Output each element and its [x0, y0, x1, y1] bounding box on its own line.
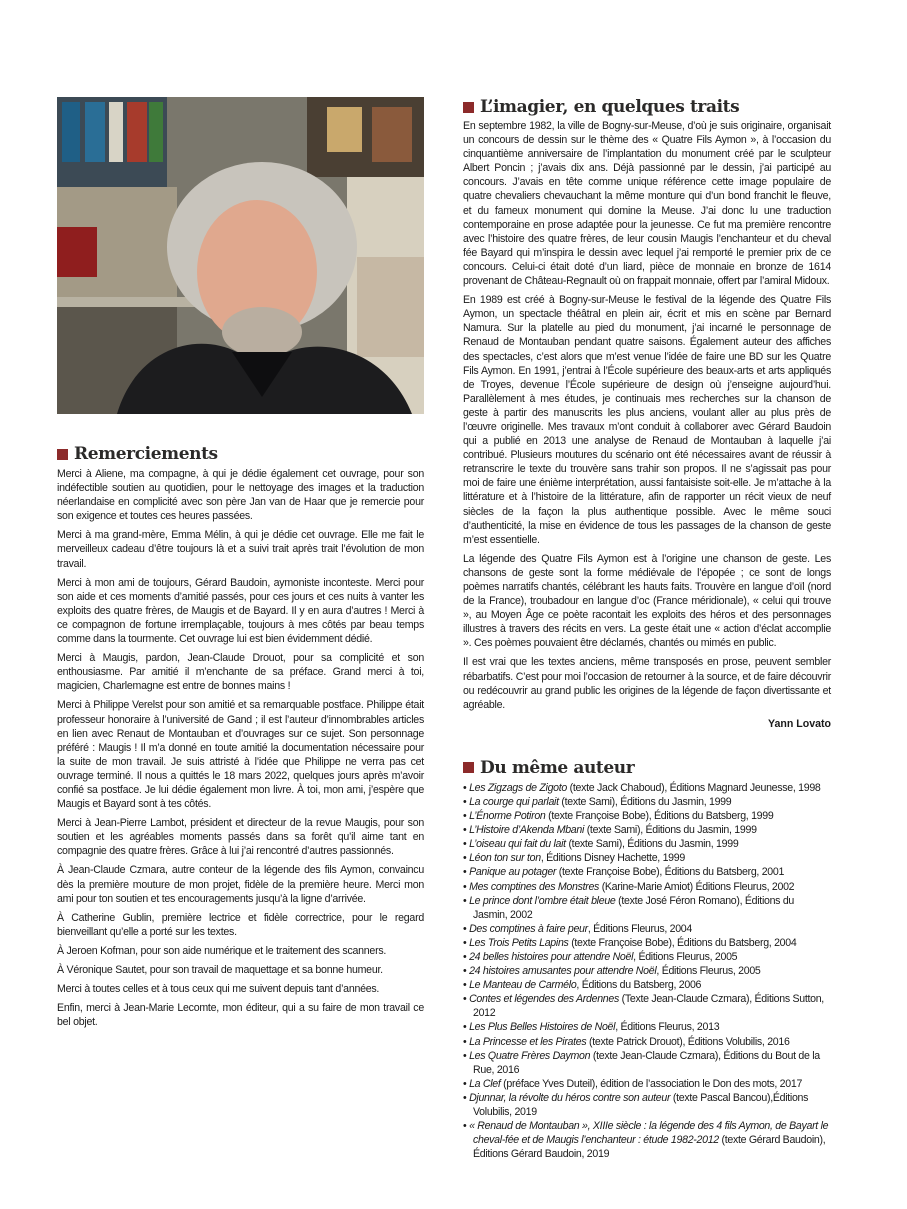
book-details: (Texte Jean-Claude Czmara), Éditions Sutton, 2012	[473, 993, 824, 1020]
bibliography-item	[463, 795, 831, 809]
bibliography-item	[463, 1035, 831, 1049]
book-title: Léon ton sur ton	[469, 852, 541, 865]
imagier-title: L’imagier, en quelques traits	[480, 97, 740, 117]
heading-square-icon	[463, 102, 474, 113]
paragraph: Merci à toutes celles et à tous ceux qui me suivent depuis tant d’années.	[57, 983, 380, 996]
book-title: Les Trois Petits Lapins	[469, 936, 569, 949]
book-details: (texte Jean-Claude Czmara), Éditions du Bout de la Rue, 2016	[473, 1049, 820, 1076]
book-details: , Éditions Disney Hachette, 1999	[540, 852, 685, 865]
bibliography-item	[463, 781, 831, 795]
bibliography-item	[463, 894, 831, 922]
right-column	[463, 97, 831, 1161]
book-title: Panique au potager	[469, 866, 557, 879]
paragraph: À Jean-Claude Czmara, autre conteur de la légende des fils Aymon, convaincu dès la première mouture de mon projet, fidèle de la première heure. Merci mon ami pour ton soutien et tes encouragements jusqu’à la ligne d’arrivée.	[57, 864, 424, 905]
paragraph: La légende des Quatre Fils Aymon est à l’origine une chanson de geste. Les chansons de geste sont la forme médiévale de l’épopée ; ce sont de longs poèmes narratifs chantés, célébrant les hauts faits. Trouvère en langue d’oïl (nord de la France), troubadour en langue d’oc (France méridionale), « celui qui trouve », au Moyen Âge ce poète racontait les exploits des héros et des personnages illustres à travers des récits en vers. La geste était une « action d’éclat accomplie ». Ces poèmes pouvaient être déclamés, chantés ou mimés en public.	[463, 552, 831, 650]
book-title: Des comptines à faire peur	[469, 922, 588, 935]
book-details: (texte Françoise Bobe), Éditions du Batsberg, 2001	[556, 866, 785, 879]
imagier-heading	[463, 97, 831, 117]
book-details: (texte Françoise Bobe), Éditions du Batsberg, 1999	[545, 810, 774, 823]
bibliography-item	[463, 1119, 831, 1161]
book-title: « Renaud de Montauban », XIIIe siècle : la légende des 4 fils Aymon, de Bayart le cheval-fée et de Maugis l’enchanteur : étude 1982-2012	[469, 1120, 829, 1147]
bibliography-item	[463, 865, 831, 879]
book-details: (texte Sami), Éditions du Jasmin, 1999	[584, 824, 757, 837]
bibliography-item	[463, 880, 831, 894]
author-portrait-image	[57, 97, 424, 414]
paragraph: Merci à mon ami de toujours, Gérard Baudoin, aymoniste inconteste. Merci pour son aide et ces moments d’amitié passés, pour ces jours et ces nuits à vanter les exploits des quatre frères, de Maugis et de Bayard. Il y en aura d’autres ! Merci à ce compagnon de fortune irremplaçable, toujours à mes côtés par beau temps comme dans la tourmente. Cet ouvrage lui est bien évidemment dédié.	[57, 576, 424, 646]
left-column	[57, 97, 424, 1034]
book-title: Contes et légendes des Ardennes	[469, 993, 619, 1006]
book-details: (texte Pascal Bancou),Éditions Volubilis, 2019	[473, 1091, 809, 1118]
remerciements-body	[57, 467, 424, 1029]
book-details: , Éditions Fleurus, 2005	[656, 965, 761, 978]
bibliography-item	[463, 936, 831, 950]
book-title: Le prince dont l’ombre était bleue	[469, 894, 616, 907]
bibliography-item	[463, 978, 831, 992]
paragraph: À Catherine Gublin, première lectrice et fidèle correctrice, pour le regard bienveillant qu’elle a porté sur les textes.	[57, 911, 424, 938]
du-meme-auteur-title: Du même auteur	[480, 757, 635, 778]
paragraph: À Jeroen Kofman, pour son aide numérique et le traitement des scanners.	[57, 944, 387, 957]
remerciements-heading	[57, 444, 424, 464]
du-meme-auteur-heading	[463, 758, 831, 778]
book-details: (texte Patrick Drouot), Éditions Volubilis, 2016	[586, 1035, 790, 1048]
bibliography-item	[463, 809, 831, 823]
bibliography-item	[463, 1077, 831, 1091]
book-details: (Karine-Marie Amiot) Éditions Fleurus, 2002	[599, 880, 795, 893]
book-title: 24 histoires amusantes pour attendre Noël	[469, 965, 657, 978]
book-details: , Éditions Fleurus, 2005	[633, 950, 738, 963]
paragraph: En septembre 1982, la ville de Bogny-sur-Meuse, d’où je suis originaire, organisait un concours de dessin sur le thème des « Quatre Fils Aymon », à l’occasion du cinquantième anniversaire de l’implantation du monument créé par le sculpteur Albert Poncin ; j’avais dix ans. Déjà passionné par le dessin, j’ai participé au concours. J’avais en tête comme unique référence cette image populaire de quatre chevaliers chevauchant la même monture qui d’un bond franchit le fleuve, et du fameux monument qui domine la Meuse. J’ai donc lu une traduction contemporaine en prose adaptée pour la jeunesse. Ce fut ma première rencontre avec l’histoire des quatre frères, de leur cousin Maugis l’enchanteur et du cheval fée Bayard qui m’inspira le dessin avec lequel j’ai remporté le premier prix de ce concours. Celui-ci était doté d’un liard, pièce de monnaie en bronze de 1614 provenant de Château-Regnault où on frappait monnaie, offert par l’amiral Midoux.	[463, 120, 831, 288]
paragraph: Enfin, merci à Jean-Marie Lecomte, mon éditeur, qui a su faire de mon travail ce bel objet.	[57, 1002, 424, 1029]
paragraph: À Véronique Sautet, pour son travail de maquettage et sa bonne humeur.	[57, 964, 383, 976]
bibliography-item	[463, 823, 831, 837]
paragraph: Merci à Philippe Verelst pour son amitié et sa remarquable postface. Philippe était professeur honoraire à l’université de Gand ; il est l’auteur d’innombrables articles en lien avec Renaut de Montauban et d’ouvrages sur ce sujet. Son personnage préféré : Maugis ! Il m’a donné en toute amitié la documentation nécessaire pour la suite de mon travail. Je suis attristé à l’idée que Philippe ne verra pas cet ouvrage terminé. Il nous a quittés le 18 mars 2022, quelques jours après m’avoir confié sa postface. Je lui dédie également mon livre. À toi, mon ami, j’espère que Maugis et Bayard sont à tes côtés.	[57, 699, 424, 811]
bibliography-item	[463, 992, 831, 1020]
book-title: Mes comptines des Monstres	[469, 880, 600, 893]
paragraph: Merci à Maugis, pardon, Jean-Claude Drouot, pour sa complicité et son enthousiasme. Par amitié il m’enchante de sa préface. Grand merci à toi, magicien, Charlemagne est entre de bonnes mains !	[57, 652, 424, 693]
bibliography-item	[463, 1049, 831, 1077]
book-title: 24 belles histoires pour attendre Noël	[469, 950, 634, 963]
book-details: (texte Sami), Éditions du Jasmin, 1999	[558, 795, 732, 808]
imagier-body	[463, 119, 831, 730]
book-title: L’Histoire d’Akenda Mbani	[469, 824, 585, 837]
book-title: Les Zigzags de Zigoto	[469, 781, 567, 794]
book-details: (texte José Féron Romano), Éditions du Jasmin, 2002	[473, 894, 795, 921]
paragraph: Merci à Aliene, ma compagne, à qui je dédie également cet ouvrage, pour son indéfectible soutien au quotidien, pour le nettoyage des images et la traduction néerlandaise en complicité avec son père Jan van de Haar que je remercie pour son exigence et toutes ces heures passées.	[57, 468, 424, 523]
paragraph: Merci à ma grand-mère, Emma Mélin, à qui je dédie cet ouvrage. Elle me fait le merveilleux cadeau d’être toujours là et a suivi trait après trait l’évolution de mon travail.	[57, 529, 424, 570]
bibliography-list	[463, 781, 831, 1162]
book-details: (texte Jack Chaboud), Éditions Magnard Jeunesse, 1998	[567, 781, 821, 794]
book-details: (texte Françoise Bobe), Éditions du Batsberg, 2004	[568, 936, 797, 949]
book-title: Les Quatre Frères Daymon	[469, 1049, 591, 1062]
remerciements-title: Remerciements	[74, 444, 218, 464]
heading-square-icon	[57, 449, 68, 460]
book-details: , Éditions Fleurus, 2013	[615, 1021, 720, 1034]
bibliography-item	[463, 950, 831, 964]
book-title: La Clef	[469, 1077, 501, 1090]
heading-square-icon	[463, 762, 474, 773]
book-details: (préface Yves Duteil), édition de l’association le Don des mots, 2017	[500, 1077, 803, 1090]
book-title: La Princesse et les Pirates	[469, 1035, 587, 1048]
bibliography-item	[463, 851, 831, 865]
bibliography-item	[463, 837, 831, 851]
book-title: L’oiseau qui fait du lait	[469, 838, 566, 851]
paragraph: En 1989 est créé à Bogny-sur-Meuse le festival de la légende des Quatre Fils Aymon, un spectacle théâtral en plein air, écrit et mis en scène par Bernard Namura. Sur la platelle au pied du monument, j’ai incarné le personnage de Renaud de Montauban pendant quatre saisons. Également auteur des affiches des spectacles, c’est alors que m’est venue l’idée de faire une BD sur les Quatre Fils Aymon. En 1991, j’entrai à l’École supérieure des beaux-arts et arts appliqués de Troyes, devenue l’École supérieure de design où j’enseigne aujourd’hui. Parallèlement à mes études, je continuais mes recherches sur la chanson de geste à partir des manuscrits les plus anciens, voulant aller au plus près de l’œuvre originelle. Mes travaux m’ont conduit à collaborer avec Gérard Baudoin qui a publié en 2013 une analyse de Renaud de Montauban à laquelle j’ai contribué. Plusieurs moutures du scénario ont été nécessaires avant de réussir à retranscrire le texte du trouvère sans trahir son propos. Il ne s’agissait pas pour moi de faire une énième interprétation, aussi fantaisiste soit-elle. Je m’attache à la littérature et à l’histoire de la littérature, afin de rapporter un récit vieux de neuf siècles de la façon la plus authentique possible. Avec le même souci d’authenticité, la mise en évidence de tous les passages de la chanson de geste m’est essentielle.	[463, 294, 831, 546]
book-details: , Éditions du Batsberg, 2006	[576, 979, 702, 992]
paragraph: Merci à Jean-Pierre Lambot, président et directeur de la revue Maugis, pour son soutien et les agréables moments passés dans sa forêt qu’il aime tant en compagnie des quatre frères. Grâce à lui j’ai rencontré d’autres passionnés.	[57, 817, 424, 858]
author-photo	[57, 97, 424, 414]
book-details: (texte Gérard Baudoin), Éditions Gérard Baudoin, 2019	[473, 1134, 826, 1161]
book-title: L’Énorme Potiron	[469, 810, 546, 823]
book-title: Les Plus Belles Histoires de Noël	[469, 1021, 616, 1034]
book-title: Djunnar, la révolte du héros contre son auteur	[469, 1091, 671, 1104]
bibliography-item	[463, 1020, 831, 1034]
book-details: (texte Sami), Éditions du Jasmin, 1999	[565, 838, 739, 851]
book-details: , Éditions Fleurus, 2004	[587, 922, 692, 935]
author-signature: Yann Lovato	[768, 717, 831, 730]
bibliography-item	[463, 1091, 831, 1119]
book-title: La courge qui parlait	[469, 795, 559, 808]
paragraph: Il est vrai que les textes anciens, même transposés en prose, peuvent sembler rébarbatifs. C’est pour moi l’occasion de retourner à la source, et de faire découvrir ou redécouvrir au grand public les origines de la légende de façon divertissante et agréable.	[463, 656, 831, 711]
bibliography-item	[463, 922, 831, 936]
book-title: Le Manteau de Carmélo	[469, 979, 577, 992]
bibliography-item	[463, 964, 831, 978]
